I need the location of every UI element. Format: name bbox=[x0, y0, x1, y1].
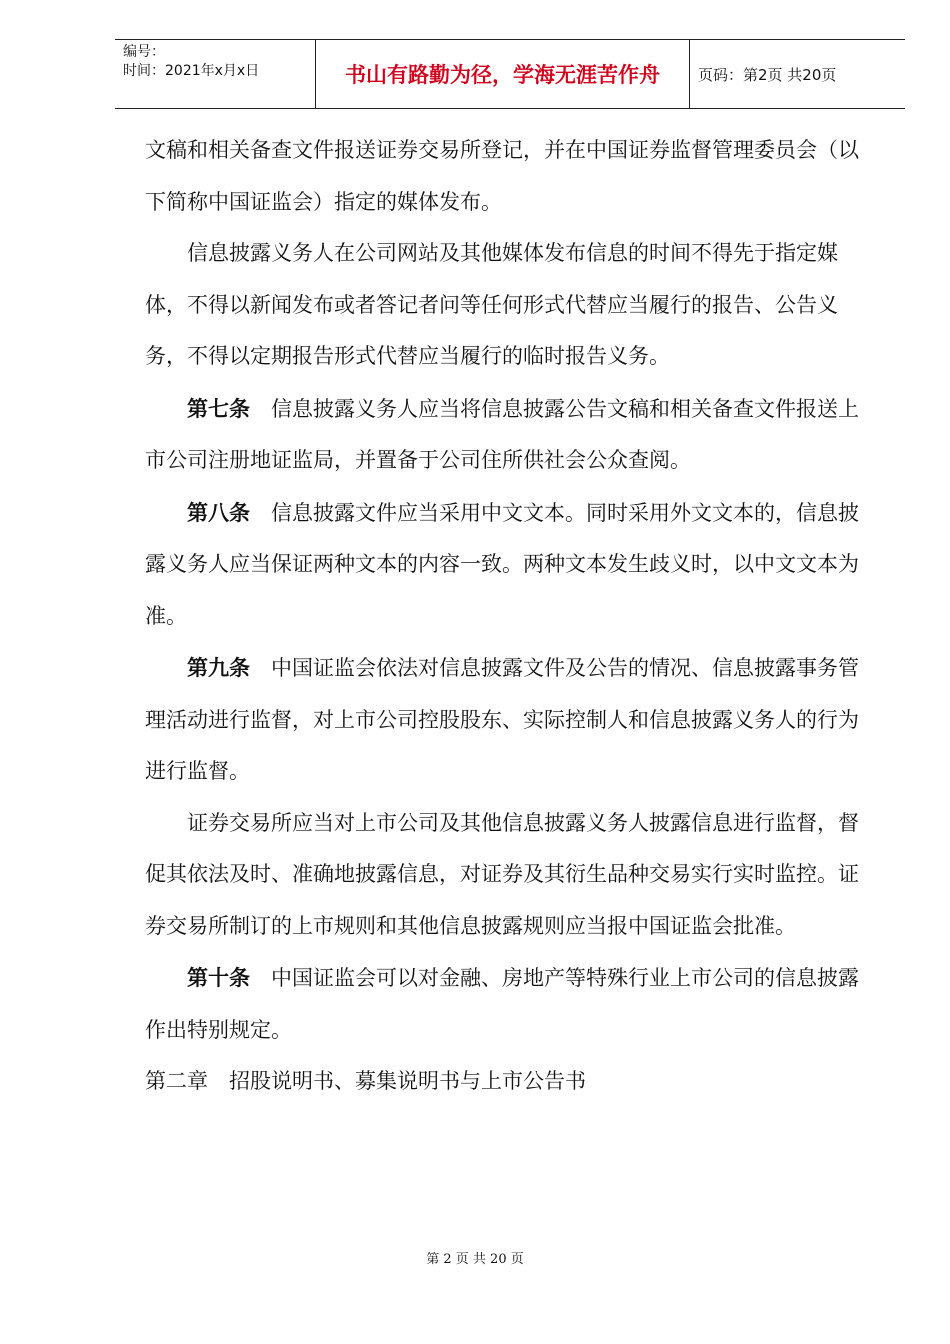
header-page-info: 页码：第2页 共20页 bbox=[698, 65, 837, 84]
document-body bbox=[145, 125, 865, 1108]
chapter-heading: 第二章 招股说明书、募集说明书与上市公告书 bbox=[145, 1069, 586, 1093]
paragraph: 文稿和相关备查文件报送证券交易所登记，并在中国证券监督管理委员会（以下简称中国证监会）指定的媒体发布。 bbox=[145, 138, 859, 214]
time-label: 时间：2021年x月x日 bbox=[123, 63, 260, 79]
page-footer: 第 2 页 共 20 页 bbox=[426, 1252, 524, 1267]
paragraph-article-10: 第十条 中国证监会可以对金融、房地产等特殊行业上市公司的信息披露作出特别规定。 bbox=[145, 965, 859, 1042]
article-number: 第十条 bbox=[187, 965, 250, 990]
page-header bbox=[115, 39, 905, 109]
article-number: 第九条 bbox=[187, 655, 250, 680]
number-label: 编号： bbox=[123, 44, 165, 60]
paragraph-article-7: 第七条 信息披露义务人应当将信息披露公告文稿和相关备查文件报送上市公司注册地证监局，并置备于公司住所供社会公众查阅。 bbox=[145, 395, 859, 472]
article-number: 第七条 bbox=[187, 395, 250, 421]
paragraph: 证券交易所应当对上市公司及其他信息披露义务人披露信息进行监督，督促其依法及时、准确地披露信息，对证券及其衍生品种交易实行实时监控。证券交易所制订的上市规则和其他信息披露规则应当报中国证监会批准。 bbox=[145, 810, 859, 938]
paragraph-article-8: 第八条 信息披露文件应当采用中文文本。同时采用外文文本的，信息披露义务人应当保证两种文本的内容一致。两种文本发生歧义时，以中文文本为准。 bbox=[145, 499, 859, 628]
paragraph: 信息披露义务人在公司网站及其他媒体发布信息的时间不得先于指定媒体，不得以新闻发布或者答记者问等任何形式代替应当履行的报告、公告义务，不得以定期报告形式代替应当履行的临时报告义务。 bbox=[145, 241, 838, 368]
article-number: 第八条 bbox=[187, 499, 250, 525]
paragraph-article-9: 第九条 中国证监会依法对信息披露文件及公告的情况、信息披露事务管理活动进行监督，对上市公司控股股东、实际控制人和信息披露义务人的行为进行监督。 bbox=[145, 655, 859, 783]
header-motto: 书山有路勤为径，学海无涯苦作舟 bbox=[316, 40, 690, 108]
header-meta bbox=[115, 40, 316, 108]
